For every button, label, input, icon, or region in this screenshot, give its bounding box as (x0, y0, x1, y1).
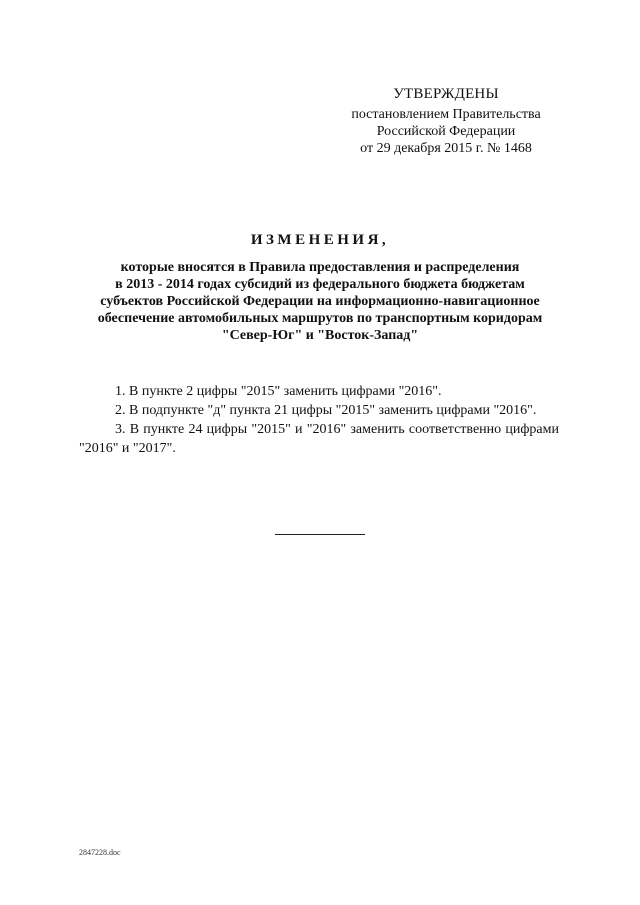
heading-line-3: субъектов Российской Федерации на информационно-навигационное (100, 294, 540, 309)
approval-block (330, 86, 562, 157)
document-title: ИЗМЕНЕНИЯ, (250, 232, 390, 248)
approval-line-3: от 29 декабря 2015 г. № 1468 (360, 141, 532, 156)
document-heading (70, 232, 570, 344)
approval-line-2: Российской Федерации (376, 124, 516, 139)
amendment-item-1: 1. В пункте 2 цифры "2015" заменить цифрами "2016". (115, 384, 442, 399)
file-name-footer: 2847228.doc (79, 848, 121, 857)
amendment-item-3: 3. В пункте 24 цифры "2015" и "2016" заменить соответственно цифрами "2016" и "2017". (79, 422, 559, 456)
amendment-item-2: 2. В подпункте "д" пункта 21 цифры "2015" заменить цифрами "2016". (115, 403, 537, 418)
end-separator-line (275, 534, 365, 535)
heading-line-2: в 2013 - 2014 годах субсидий из федерального бюджета бюджетам (115, 277, 525, 292)
heading-line-1: которые вносятся в Правила предоставления и распределения (120, 260, 520, 275)
approved-label: УТВЕРЖДЕНЫ (393, 86, 499, 102)
approval-line-1: постановлением Правительства (351, 107, 541, 122)
heading-line-4: обеспечение автомобильных маршрутов по транспортным коридорам (97, 311, 543, 326)
amendments-list (79, 382, 559, 458)
heading-line-5: "Север-Юг" и "Восток-Запад" (221, 328, 419, 343)
